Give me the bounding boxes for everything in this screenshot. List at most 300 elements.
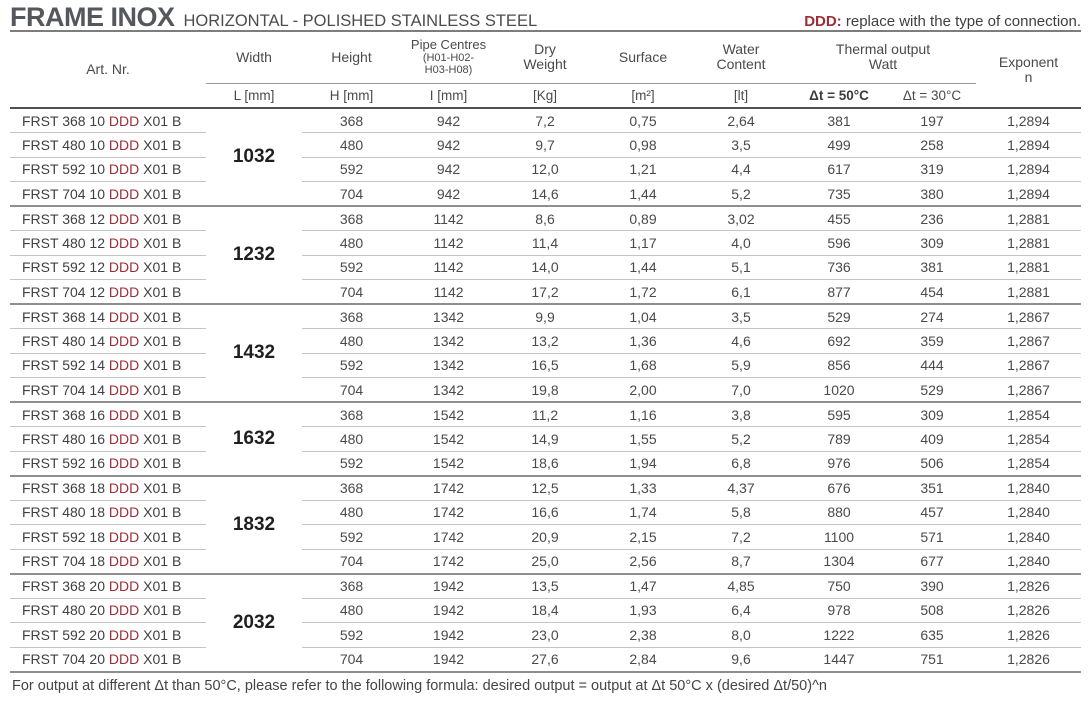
pipe-centre-cell: 942 bbox=[401, 182, 496, 207]
unit-kg: [Kg] bbox=[496, 83, 594, 108]
table-row bbox=[10, 574, 1081, 599]
water-content-cell: 9,6 bbox=[692, 647, 790, 672]
art-nr-text: X01 B bbox=[139, 578, 182, 594]
length-cell: 592 bbox=[302, 157, 401, 182]
exponent-cell: 1,2867 bbox=[976, 378, 1081, 403]
art-nr-text: FRST 368 16 bbox=[22, 406, 109, 423]
water-content-cell: 3,8 bbox=[692, 402, 790, 427]
art-nr-text: X01 B bbox=[139, 528, 182, 545]
exponent-cell: 1,2840 bbox=[976, 500, 1081, 525]
art-nr-ddd: DDD bbox=[108, 602, 140, 619]
output-dt30-cell: 359 bbox=[888, 329, 976, 354]
unit-dt-50: Δt = 50°C bbox=[790, 83, 888, 108]
art-nr-cell bbox=[10, 182, 206, 207]
output-dt30-cell: 351 bbox=[888, 476, 976, 501]
length-cell: 592 bbox=[302, 353, 401, 378]
exponent-cell: 1,2854 bbox=[976, 427, 1081, 452]
exponent-cell: 1,2894 bbox=[976, 182, 1081, 207]
output-dt50-cell: 455 bbox=[790, 206, 888, 231]
output-dt30-cell: 258 bbox=[888, 133, 976, 158]
art-nr-text: FRST 592 10 bbox=[22, 161, 109, 178]
art-nr-ddd: DDD bbox=[108, 234, 140, 251]
width-group-cell: 1832 bbox=[206, 476, 302, 574]
length-cell: 480 bbox=[302, 500, 401, 525]
length-cell: 368 bbox=[302, 476, 401, 501]
art-nr-text: FRST 592 14 bbox=[22, 357, 109, 374]
water-content-cell: 7,0 bbox=[692, 378, 790, 403]
surface-cell: 2,38 bbox=[594, 623, 692, 648]
exponent-cell: 1,2826 bbox=[976, 623, 1081, 648]
pipe-centre-cell: 1942 bbox=[401, 598, 496, 623]
table-row bbox=[10, 378, 1081, 403]
surface-cell: 1,04 bbox=[594, 304, 692, 329]
length-cell: 368 bbox=[302, 206, 401, 231]
surface-cell: 2,15 bbox=[594, 525, 692, 550]
table-row bbox=[10, 476, 1081, 501]
water-content-cell: 4,0 bbox=[692, 231, 790, 256]
table-row bbox=[10, 623, 1081, 648]
art-nr-cell bbox=[10, 304, 206, 329]
ddd-note-prefix: DDD: bbox=[804, 13, 842, 30]
art-nr-ddd: DDD bbox=[108, 210, 140, 227]
output-dt50-cell: 735 bbox=[790, 182, 888, 207]
output-dt50-cell: 1222 bbox=[790, 623, 888, 648]
water-content-cell: 4,6 bbox=[692, 329, 790, 354]
pipe-centre-cell: 1742 bbox=[401, 500, 496, 525]
output-dt50-cell: 692 bbox=[790, 329, 888, 354]
unit-lt: [lt] bbox=[692, 83, 790, 108]
dry-weight-cell: 9,9 bbox=[496, 304, 594, 329]
table-body bbox=[10, 108, 1081, 672]
art-nr-cell bbox=[10, 231, 206, 256]
dry-weight-cell: 7,2 bbox=[496, 108, 594, 133]
length-cell: 592 bbox=[302, 451, 401, 476]
pipe-centre-cell: 1742 bbox=[401, 549, 496, 574]
exponent-cell: 1,2826 bbox=[976, 647, 1081, 672]
art-nr-ddd: DDD bbox=[108, 430, 140, 447]
art-nr-cell bbox=[10, 500, 206, 525]
table-row bbox=[10, 525, 1081, 550]
table-row bbox=[10, 549, 1081, 574]
table-row bbox=[10, 255, 1081, 280]
exponent-cell: 1,2826 bbox=[976, 574, 1081, 599]
output-dt50-cell: 499 bbox=[790, 133, 888, 158]
art-nr-text: FRST 704 18 bbox=[22, 553, 109, 569]
surface-cell: 1,74 bbox=[594, 500, 692, 525]
art-nr-cell bbox=[10, 476, 206, 501]
art-nr-text: FRST 480 12 bbox=[22, 234, 109, 251]
output-dt30-cell: 677 bbox=[888, 549, 976, 574]
art-nr-text: X01 B bbox=[139, 626, 182, 643]
output-dt30-cell: 571 bbox=[888, 525, 976, 550]
dry-weight-cell: 11,2 bbox=[496, 402, 594, 427]
art-nr-text: FRST 592 18 bbox=[22, 528, 109, 545]
water-content-cell: 4,85 bbox=[692, 574, 790, 599]
table-row bbox=[10, 402, 1081, 427]
surface-cell: 1,47 bbox=[594, 574, 692, 599]
table-row bbox=[10, 206, 1081, 231]
surface-cell: 1,68 bbox=[594, 353, 692, 378]
exponent-cell: 1,2894 bbox=[976, 108, 1081, 133]
art-nr-ddd: DDD bbox=[108, 455, 140, 471]
art-nr-text: FRST 480 20 bbox=[22, 602, 109, 619]
surface-cell: 2,56 bbox=[594, 549, 692, 574]
water-content-cell: 3,5 bbox=[692, 304, 790, 329]
output-dt50-cell: 596 bbox=[790, 231, 888, 256]
length-cell: 368 bbox=[302, 304, 401, 329]
exponent-cell: 1,2881 bbox=[976, 231, 1081, 256]
surface-cell: 1,16 bbox=[594, 402, 692, 427]
page-title: FRAME INOX bbox=[10, 2, 175, 32]
art-nr-text: X01 B bbox=[139, 651, 182, 667]
art-nr-text: X01 B bbox=[139, 234, 182, 251]
length-cell: 480 bbox=[302, 329, 401, 354]
art-nr-text: X01 B bbox=[139, 430, 182, 447]
col-header-water-content: Water Content bbox=[692, 32, 790, 83]
unit-l-mm: L [mm] bbox=[206, 83, 302, 108]
ddd-note bbox=[804, 13, 1081, 30]
col-header-pipe-centres: Pipe Centres (H01-H02- H03-H08) bbox=[401, 32, 496, 83]
table-row bbox=[10, 182, 1081, 207]
width-group-cell: 1632 bbox=[206, 402, 302, 476]
pipe-centre-cell: 1142 bbox=[401, 231, 496, 256]
art-nr-ddd: DDD bbox=[108, 626, 140, 643]
art-nr-text: FRST 704 10 bbox=[22, 185, 109, 202]
art-nr-text: FRST 368 12 bbox=[22, 210, 109, 227]
art-nr-text: FRST 592 12 bbox=[22, 259, 109, 276]
art-nr-cell bbox=[10, 525, 206, 550]
art-nr-cell bbox=[10, 427, 206, 452]
output-dt30-cell: 197 bbox=[888, 108, 976, 133]
art-nr-cell bbox=[10, 353, 206, 378]
art-nr-ddd: DDD bbox=[108, 283, 140, 300]
length-cell: 480 bbox=[302, 133, 401, 158]
dry-weight-cell: 20,9 bbox=[496, 525, 594, 550]
product-table bbox=[10, 32, 1081, 673]
art-nr-cell bbox=[10, 598, 206, 623]
art-nr-text: FRST 704 12 bbox=[22, 283, 109, 300]
art-nr-ddd: DDD bbox=[108, 528, 140, 545]
art-nr-ddd: DDD bbox=[108, 357, 140, 374]
length-cell: 704 bbox=[302, 280, 401, 305]
table-row bbox=[10, 157, 1081, 182]
page-subtitle: HORIZONTAL - POLISHED STAINLESS STEEL bbox=[183, 12, 538, 30]
art-nr-text: FRST 704 20 bbox=[22, 651, 109, 667]
water-content-cell: 4,4 bbox=[692, 157, 790, 182]
output-dt30-cell: 506 bbox=[888, 451, 976, 476]
table-row bbox=[10, 108, 1081, 133]
output-dt30-cell: 751 bbox=[888, 647, 976, 672]
length-cell: 480 bbox=[302, 427, 401, 452]
dry-weight-cell: 16,5 bbox=[496, 353, 594, 378]
length-cell: 480 bbox=[302, 231, 401, 256]
exponent-cell: 1,2840 bbox=[976, 549, 1081, 574]
art-nr-text: X01 B bbox=[139, 210, 182, 227]
output-dt30-cell: 457 bbox=[888, 500, 976, 525]
art-nr-text: X01 B bbox=[139, 357, 182, 374]
water-content-cell: 6,4 bbox=[692, 598, 790, 623]
art-nr-text: FRST 592 20 bbox=[22, 626, 109, 643]
art-nr-cell bbox=[10, 623, 206, 648]
art-nr-text: FRST 480 14 bbox=[22, 332, 109, 349]
table-row bbox=[10, 647, 1081, 672]
width-group-cell: 1432 bbox=[206, 304, 302, 402]
output-dt30-cell: 236 bbox=[888, 206, 976, 231]
surface-cell: 0,89 bbox=[594, 206, 692, 231]
water-content-cell: 8,0 bbox=[692, 623, 790, 648]
pipe-centre-cell: 1942 bbox=[401, 623, 496, 648]
dry-weight-cell: 23,0 bbox=[496, 623, 594, 648]
art-nr-cell bbox=[10, 255, 206, 280]
output-dt50-cell: 381 bbox=[790, 108, 888, 133]
output-dt50-cell: 529 bbox=[790, 304, 888, 329]
art-nr-cell bbox=[10, 206, 206, 231]
art-nr-cell bbox=[10, 133, 206, 158]
output-dt30-cell: 380 bbox=[888, 182, 976, 207]
pipe-centre-cell: 942 bbox=[401, 157, 496, 182]
output-dt30-cell: 454 bbox=[888, 280, 976, 305]
exponent-cell: 1,2854 bbox=[976, 402, 1081, 427]
footer-formula-note: For output at different Δt than 50°C, please refer to the following formula: desired output = output at Δt 50°C x (desired Δt/50)^n bbox=[12, 677, 827, 694]
col-header-surface: Surface bbox=[594, 32, 692, 83]
art-nr-text: X01 B bbox=[139, 283, 182, 300]
dry-weight-cell: 16,6 bbox=[496, 500, 594, 525]
water-content-cell: 5,1 bbox=[692, 255, 790, 280]
art-nr-ddd: DDD bbox=[108, 480, 140, 496]
art-nr-cell bbox=[10, 108, 206, 133]
surface-cell: 1,44 bbox=[594, 182, 692, 207]
table-head bbox=[10, 32, 1081, 108]
art-nr-ddd: DDD bbox=[108, 332, 140, 349]
pipe-centre-cell: 1542 bbox=[401, 427, 496, 452]
dry-weight-cell: 18,4 bbox=[496, 598, 594, 623]
art-nr-text: FRST 368 20 bbox=[22, 578, 109, 594]
pipe-centre-cell: 1942 bbox=[401, 574, 496, 599]
output-dt50-cell: 978 bbox=[790, 598, 888, 623]
water-content-cell: 3,02 bbox=[692, 206, 790, 231]
art-nr-ddd: DDD bbox=[108, 504, 140, 521]
art-nr-cell bbox=[10, 157, 206, 182]
art-nr-ddd: DDD bbox=[108, 259, 140, 276]
col-header-art-nr: Art. Nr. bbox=[10, 32, 206, 108]
dry-weight-cell: 13,2 bbox=[496, 329, 594, 354]
art-nr-ddd: DDD bbox=[108, 185, 140, 202]
dry-weight-cell: 17,2 bbox=[496, 280, 594, 305]
art-nr-text: X01 B bbox=[139, 381, 182, 398]
water-content-cell: 6,1 bbox=[692, 280, 790, 305]
surface-cell: 1,36 bbox=[594, 329, 692, 354]
art-nr-cell bbox=[10, 402, 206, 427]
col-header-width: Width bbox=[206, 32, 302, 83]
length-cell: 704 bbox=[302, 549, 401, 574]
output-dt30-cell: 381 bbox=[888, 255, 976, 280]
table-row bbox=[10, 304, 1081, 329]
art-nr-ddd: DDD bbox=[108, 136, 140, 153]
water-content-cell: 8,7 bbox=[692, 549, 790, 574]
water-content-cell: 2,64 bbox=[692, 108, 790, 133]
output-dt50-cell: 789 bbox=[790, 427, 888, 452]
pipe-centre-cell: 1342 bbox=[401, 304, 496, 329]
dry-weight-cell: 12,0 bbox=[496, 157, 594, 182]
pipe-centre-cell: 1142 bbox=[401, 280, 496, 305]
title-bar bbox=[10, 4, 1081, 32]
water-content-cell: 3,5 bbox=[692, 133, 790, 158]
ddd-note-text: replace with the type of connection. bbox=[841, 13, 1081, 30]
exponent-cell: 1,2867 bbox=[976, 353, 1081, 378]
output-dt30-cell: 529 bbox=[888, 378, 976, 403]
art-nr-text: X01 B bbox=[139, 480, 182, 496]
art-nr-ddd: DDD bbox=[108, 578, 140, 594]
output-dt50-cell: 856 bbox=[790, 353, 888, 378]
exponent-cell: 1,2867 bbox=[976, 304, 1081, 329]
art-nr-text: FRST 480 10 bbox=[22, 136, 109, 153]
col-header-height: Height bbox=[302, 32, 401, 83]
surface-cell: 1,17 bbox=[594, 231, 692, 256]
length-cell: 704 bbox=[302, 378, 401, 403]
dry-weight-cell: 18,6 bbox=[496, 451, 594, 476]
dry-weight-cell: 13,5 bbox=[496, 574, 594, 599]
exponent-cell: 1,2894 bbox=[976, 157, 1081, 182]
surface-cell: 1,72 bbox=[594, 280, 692, 305]
pipe-centre-cell: 1742 bbox=[401, 476, 496, 501]
dry-weight-cell: 11,4 bbox=[496, 231, 594, 256]
output-dt50-cell: 1447 bbox=[790, 647, 888, 672]
art-nr-text: X01 B bbox=[139, 553, 182, 569]
width-group-cell: 1032 bbox=[206, 108, 302, 206]
art-nr-cell bbox=[10, 329, 206, 354]
surface-cell: 1,33 bbox=[594, 476, 692, 501]
art-nr-text: FRST 592 16 bbox=[22, 455, 109, 471]
length-cell: 368 bbox=[302, 108, 401, 133]
output-dt30-cell: 508 bbox=[888, 598, 976, 623]
output-dt50-cell: 676 bbox=[790, 476, 888, 501]
length-cell: 368 bbox=[302, 574, 401, 599]
art-nr-text: X01 B bbox=[139, 406, 182, 423]
length-cell: 592 bbox=[302, 525, 401, 550]
output-dt50-cell: 877 bbox=[790, 280, 888, 305]
output-dt50-cell: 617 bbox=[790, 157, 888, 182]
length-cell: 480 bbox=[302, 598, 401, 623]
art-nr-cell bbox=[10, 451, 206, 476]
output-dt30-cell: 309 bbox=[888, 402, 976, 427]
exponent-cell: 1,2826 bbox=[976, 598, 1081, 623]
output-dt50-cell: 1020 bbox=[790, 378, 888, 403]
art-nr-text: FRST 368 10 bbox=[22, 112, 109, 129]
pipe-centre-cell: 1542 bbox=[401, 402, 496, 427]
art-nr-text: X01 B bbox=[139, 332, 182, 349]
table-row bbox=[10, 231, 1081, 256]
length-cell: 592 bbox=[302, 623, 401, 648]
unit-m2: [m²] bbox=[594, 83, 692, 108]
dry-weight-cell: 8,6 bbox=[496, 206, 594, 231]
art-nr-ddd: DDD bbox=[108, 112, 140, 129]
art-nr-ddd: DDD bbox=[108, 553, 140, 569]
water-content-cell: 5,2 bbox=[692, 427, 790, 452]
table-row bbox=[10, 500, 1081, 525]
dry-weight-cell: 25,0 bbox=[496, 549, 594, 574]
table-row bbox=[10, 329, 1081, 354]
surface-cell: 1,55 bbox=[594, 427, 692, 452]
art-nr-ddd: DDD bbox=[108, 161, 140, 178]
length-cell: 704 bbox=[302, 182, 401, 207]
output-dt30-cell: 309 bbox=[888, 231, 976, 256]
dry-weight-cell: 9,7 bbox=[496, 133, 594, 158]
water-content-cell: 5,8 bbox=[692, 500, 790, 525]
pipe-centre-cell: 1142 bbox=[401, 255, 496, 280]
col-header-thermal-output: Thermal output Watt bbox=[790, 32, 976, 83]
output-dt30-cell: 444 bbox=[888, 353, 976, 378]
art-nr-text: X01 B bbox=[139, 308, 182, 325]
table-row bbox=[10, 353, 1081, 378]
art-nr-text: FRST 480 18 bbox=[22, 504, 109, 521]
art-nr-text: X01 B bbox=[139, 112, 182, 129]
water-content-cell: 4,37 bbox=[692, 476, 790, 501]
output-dt50-cell: 976 bbox=[790, 451, 888, 476]
art-nr-text: FRST 704 14 bbox=[22, 381, 109, 398]
art-nr-text: FRST 368 14 bbox=[22, 308, 109, 325]
output-dt50-cell: 1100 bbox=[790, 525, 888, 550]
col-header-exponent: Exponent n bbox=[976, 32, 1081, 108]
pipe-centre-cell: 942 bbox=[401, 133, 496, 158]
output-dt30-cell: 409 bbox=[888, 427, 976, 452]
art-nr-cell bbox=[10, 647, 206, 672]
art-nr-text: FRST 480 16 bbox=[22, 430, 109, 447]
art-nr-cell bbox=[10, 280, 206, 305]
water-content-cell: 5,2 bbox=[692, 182, 790, 207]
output-dt30-cell: 274 bbox=[888, 304, 976, 329]
table-row bbox=[10, 133, 1081, 158]
dry-weight-cell: 19,8 bbox=[496, 378, 594, 403]
dry-weight-cell: 14,6 bbox=[496, 182, 594, 207]
exponent-cell: 1,2881 bbox=[976, 206, 1081, 231]
art-nr-text: X01 B bbox=[139, 136, 182, 153]
output-dt30-cell: 319 bbox=[888, 157, 976, 182]
surface-cell: 1,93 bbox=[594, 598, 692, 623]
output-dt50-cell: 1304 bbox=[790, 549, 888, 574]
width-group-cell: 1232 bbox=[206, 206, 302, 304]
width-group-cell: 2032 bbox=[206, 574, 302, 672]
unit-dt-30: Δt = 30°C bbox=[888, 83, 976, 108]
water-content-cell: 7,2 bbox=[692, 525, 790, 550]
output-dt50-cell: 880 bbox=[790, 500, 888, 525]
col-header-dry-weight: Dry Weight bbox=[496, 32, 594, 83]
output-dt30-cell: 635 bbox=[888, 623, 976, 648]
output-dt50-cell: 750 bbox=[790, 574, 888, 599]
pipe-centre-cell: 1342 bbox=[401, 353, 496, 378]
water-content-cell: 6,8 bbox=[692, 451, 790, 476]
art-nr-text: X01 B bbox=[139, 185, 182, 202]
art-nr-cell bbox=[10, 549, 206, 574]
art-nr-text: FRST 368 18 bbox=[22, 480, 109, 496]
table-row bbox=[10, 280, 1081, 305]
art-nr-text: X01 B bbox=[139, 161, 182, 178]
dry-weight-cell: 14,9 bbox=[496, 427, 594, 452]
pipe-centre-cell: 1942 bbox=[401, 647, 496, 672]
output-dt50-cell: 595 bbox=[790, 402, 888, 427]
table-row bbox=[10, 451, 1081, 476]
length-cell: 368 bbox=[302, 402, 401, 427]
art-nr-text: X01 B bbox=[139, 504, 182, 521]
pipe-centre-cell: 1342 bbox=[401, 378, 496, 403]
output-dt50-cell: 736 bbox=[790, 255, 888, 280]
unit-i-mm: I [mm] bbox=[401, 83, 496, 108]
art-nr-cell bbox=[10, 574, 206, 599]
art-nr-ddd: DDD bbox=[108, 381, 140, 398]
water-content-cell: 5,9 bbox=[692, 353, 790, 378]
output-dt30-cell: 390 bbox=[888, 574, 976, 599]
unit-h-mm: H [mm] bbox=[302, 83, 401, 108]
exponent-cell: 1,2867 bbox=[976, 329, 1081, 354]
